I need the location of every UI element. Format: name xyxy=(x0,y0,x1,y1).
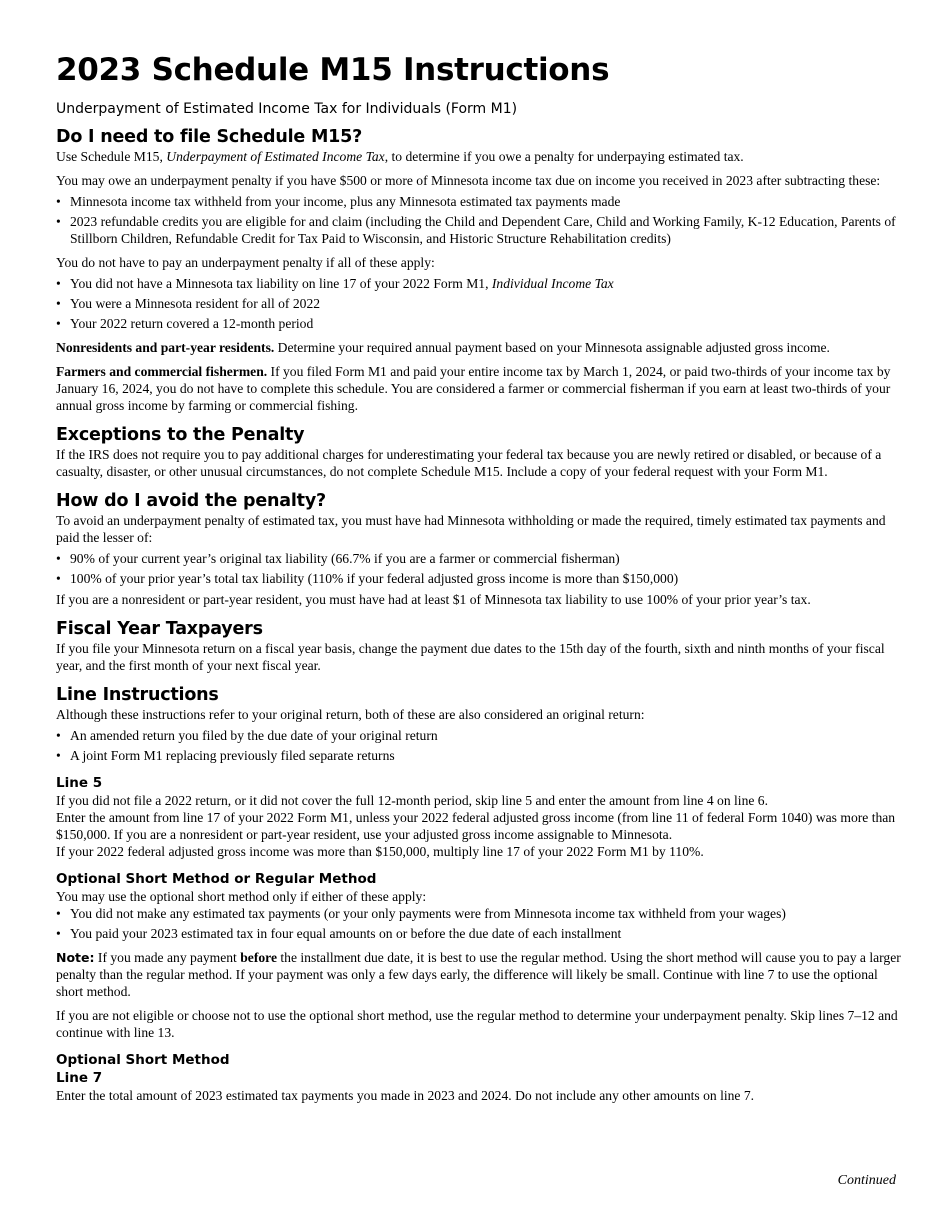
heading-optional-short-or-regular: Optional Short Method or Regular Method xyxy=(56,871,377,887)
list-item: • You paid your 2023 estimated tax in four equal amounts on or before the due date of each installment xyxy=(56,925,906,942)
document-body xyxy=(56,126,906,1108)
heading-line-7: Line 7 xyxy=(56,1070,103,1086)
bullet-list xyxy=(56,193,906,247)
paragraph-nonresidents: Nonresidents and part-year residents. Determine your required annual payment based on your Minnesota assignable adjusted gross income. xyxy=(56,340,830,355)
list-item: • You were a Minnesota resident for all of 2022 xyxy=(56,295,906,312)
heading-file-schedule: Do I need to file Schedule M15? xyxy=(56,127,363,147)
paragraph: Although these instructions refer to your original return, both of these are also considered an original return: xyxy=(56,707,645,722)
list-item: • 100% of your prior year’s total tax liability (110% if your federal adjusted gross income is more than $150,000) xyxy=(56,570,906,587)
paragraph: If you file your Minnesota return on a fiscal year basis, change the payment due dates to the 15th day of the fourth, sixth and ninth months of your fiscal year, and the first month of your next fiscal year. xyxy=(56,641,885,673)
paragraph: You may use the optional short method only if either of these apply: xyxy=(56,889,427,904)
paragraph: If you are a nonresident or part-year resident, you must have had at least $1 of Minnesota tax liability to use 100% of your prior year’s tax. xyxy=(56,592,811,607)
page-title: 2023 Schedule M15 Instructions xyxy=(56,52,610,88)
paragraph: If you are not eligible or choose not to use the optional short method, use the regular method to determine your underpayment penalty. Skip lines 7–12 and continue with line 13. xyxy=(56,1008,898,1040)
heading-exceptions: Exceptions to the Penalty xyxy=(56,425,305,445)
page-subtitle: Underpayment of Estimated Income Tax for Individuals (Form M1) xyxy=(56,101,518,117)
list-item: • 2023 refundable credits you are eligible for and claim (including the Child and Dependent Care, Child and Working Family, K-12 Education, Parents of Stillborn Children, Refundable Credit for Tax Paid to Wisconsin, and Historic Structure Rehabilitation credits) xyxy=(56,213,906,247)
note-paragraph: Note: If you made any payment before the installment due date, it is best to use the regular method. Using the short method will cause you to pay a larger penalty than the regular method. If your payment was only a few days early, the difference will likely be small. Continue with line 7 to use the optional short method. xyxy=(56,950,901,999)
bullet-list xyxy=(56,275,906,332)
paragraph: If the IRS does not require you to pay additional charges for underestimating your federal tax because you are newly retired or disabled, or because of a casualty, disaster, or other unusual circumstances, do not complete Schedule M15. Include a copy of your federal request with your Form M1. xyxy=(56,447,882,479)
heading-line-instructions: Line Instructions xyxy=(56,685,219,705)
paragraph-farmers: Farmers and commercial fishermen. If you filed Form M1 and paid your entire income tax by March 1, 2024, or paid two-thirds of your income tax by January 16, 2024, you do not have to complete this schedule. You are considered a farmer or commercial fisherman if you earn at least two-thirds of your annual gross income by farming or commercial fishing. xyxy=(56,364,891,413)
paragraph: If your 2022 federal adjusted gross income was more than $150,000, multiply line 17 of your 2022 Form M1 by 110%. xyxy=(56,844,704,859)
list-item: • An amended return you filed by the due date of your original return xyxy=(56,727,906,744)
continued-label: Continued xyxy=(837,1173,896,1188)
list-item: • Minnesota income tax withheld from your income, plus any Minnesota estimated tax payments made xyxy=(56,193,906,210)
list-item: • You did not make any estimated tax payments (or your only payments were from Minnesota income tax withheld from your wages) xyxy=(56,905,906,922)
list-item: • A joint Form M1 replacing previously filed separate returns xyxy=(56,747,906,764)
paragraph: Use Schedule M15, Underpayment of Estimated Income Tax, to determine if you owe a penalty for underpaying estimated tax. xyxy=(56,149,744,164)
paragraph: You may owe an underpayment penalty if you have $500 or more of Minnesota income tax due on income you received in 2023 after subtracting these: xyxy=(56,173,881,188)
list-item: • 90% of your current year’s original tax liability (66.7% if you are a farmer or commercial fisherman) xyxy=(56,550,906,567)
list-item: • You did not have a Minnesota tax liability on line 17 of your 2022 Form M1, Individual Income Tax xyxy=(56,275,906,292)
list-item: • Your 2022 return covered a 12-month period xyxy=(56,315,906,332)
paragraph: You do not have to pay an underpayment penalty if all of these apply: xyxy=(56,255,435,270)
paragraph: To avoid an underpayment penalty of estimated tax, you must have had Minnesota withholding or made the required, timely estimated tax payments and paid the lesser of: xyxy=(56,513,886,545)
heading-avoid-penalty: How do I avoid the penalty? xyxy=(56,491,327,511)
heading-optional-short-method: Optional Short Method xyxy=(56,1052,230,1068)
bullet-list xyxy=(56,905,906,942)
bullet-list xyxy=(56,550,906,587)
bullet-list xyxy=(56,727,906,764)
paragraph: Enter the total amount of 2023 estimated tax payments you made in 2023 and 2024. Do not include any other amounts on line 7. xyxy=(56,1088,755,1103)
heading-line-5: Line 5 xyxy=(56,775,103,791)
paragraph: If you did not file a 2022 return, or it did not cover the full 12-month period, skip line 5 and enter the amount from line 4 on line 6. xyxy=(56,793,769,808)
paragraph: Enter the amount from line 17 of your 2022 Form M1, unless your 2022 federal adjusted gross income (from line 11 of federal Form 1040) was more than $150,000. If you are a nonresident or part-year resident, use your adjusted gross income assignable to Minnesota. xyxy=(56,810,896,842)
heading-fiscal-year: Fiscal Year Taxpayers xyxy=(56,619,263,639)
